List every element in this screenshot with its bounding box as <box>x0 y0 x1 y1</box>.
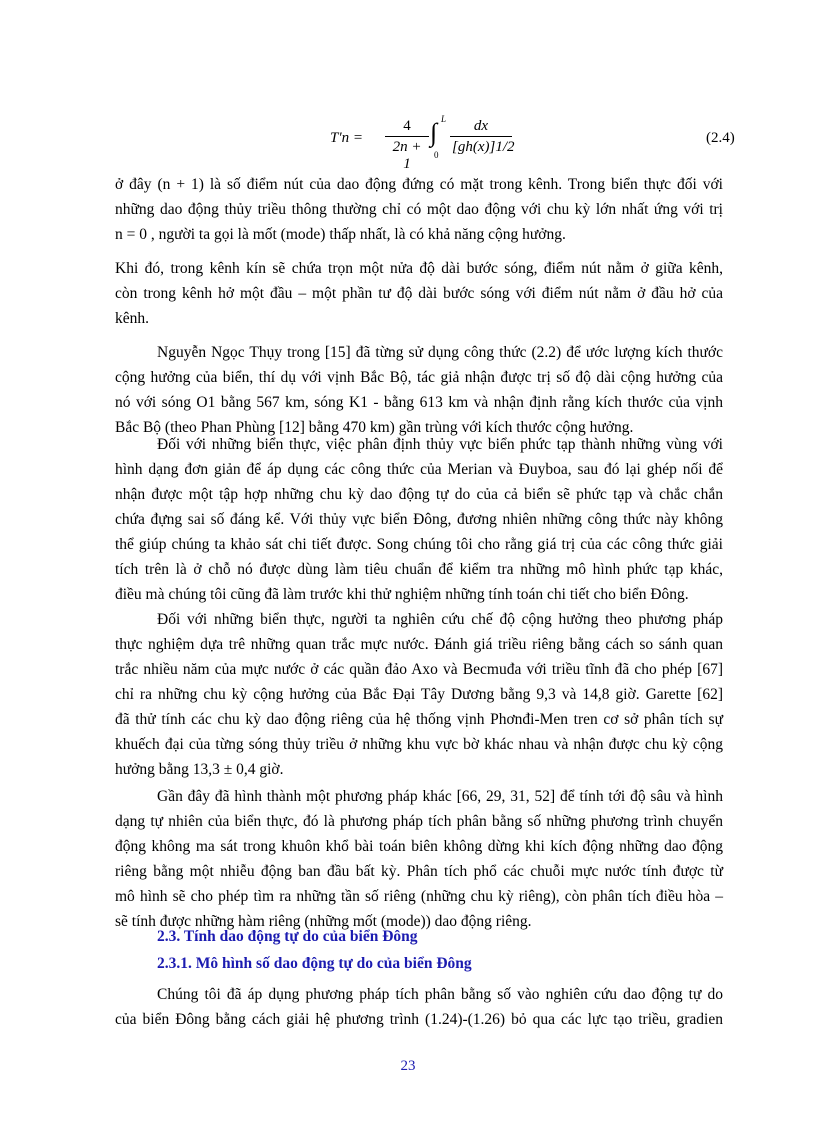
text-line: kênh. <box>115 310 150 327</box>
text-line: chỉ ra những chu kỳ cộng hưởng của Bắc Đại Tây Dương bằng 9,3 và 14,8 giờ. Garette [62] <box>115 686 723 703</box>
text-line: Bắc Bộ (theo Phan Phùng [12] bằng 470 km) gần trùng với kích thước cộng hưởng. <box>115 419 634 436</box>
paragraph-2 <box>115 256 723 331</box>
fraction-numerator: dx <box>473 118 489 134</box>
text-line: ở đây (n + 1) là số điểm nút của dao động đứng có mặt trong kênh. Trong biển thực đối với <box>115 176 723 193</box>
text-line: hình dạng đơn giản để áp dụng các công thức của Merian và Đuyboa, sau đó lại ghép nối để <box>115 461 723 478</box>
text-line: Đối với những biển thực, người ta nghiên cứu chế độ cộng hưởng theo phương pháp <box>157 611 723 628</box>
fraction-integrand <box>450 118 515 156</box>
text-line: Đối với những biển thực, việc phân định thủy vực biển phức tạp thành những vùng với <box>157 436 723 453</box>
paragraph-6 <box>115 784 723 934</box>
text-line: nó với sóng O1 bằng 567 km, sóng K1 - bằng 613 km và nhận định rằng kích thước của vịnh <box>115 394 723 411</box>
text-line: Gần đây đã hình thành một phương pháp khác [66, 29, 31, 52] để tính tới độ sâu và hình <box>157 788 723 805</box>
text-line: thực nghiệm dựa trê những quan trắc mực nước. Đánh giá triều riêng bằng cách so sánh quan <box>115 636 723 653</box>
text-line: dạng tự nhiên của biển thực, đó là phương pháp tích phân bằng số những phương trình chuyển <box>115 813 723 830</box>
integral-upper-limit: L <box>441 114 447 124</box>
section-heading-2-3: 2.3. Tính dao động tự do của biển Đông <box>157 928 418 945</box>
fraction-denominator: [gh(x)]1/2 <box>452 139 515 155</box>
text-line: những dao động thủy triều thông thường chỉ có một dao động với chu kỳ lớn nhất ứng với trị <box>115 201 723 218</box>
paragraph-3 <box>115 340 723 440</box>
text-line: Nguyễn Ngọc Thụy trong [15] đã từng sử dụng công thức (2.2) để ước lượng kích thước <box>157 344 723 361</box>
fraction-bar <box>450 136 512 137</box>
page-number: 23 <box>400 1058 416 1074</box>
text-line: điều mà chúng tôi cũng đã làm trước khi thử nghiệm những tính toán chi tiết cho biển Đông. <box>115 586 689 603</box>
paragraph-1 <box>115 172 723 247</box>
integral-sign-icon: ∫ <box>430 118 438 147</box>
text-line: đã thử tính các chu kỳ dao động riêng của hệ thống vịnh Phơnđi-Men tren cơ sở phân tích sự <box>115 711 723 728</box>
text-line: chứa đựng sai số đáng kể. Với thủy vực biển Đông, đương nhiên những công thức này không <box>115 511 723 528</box>
text-line: nhận được một tập hợp những chu kỳ dao động tự do của cả biển sẽ phức tạp và chắc chắn <box>115 486 723 503</box>
integral-lower-limit: 0 <box>434 150 439 160</box>
fraction-bar <box>385 136 429 137</box>
paragraph-7 <box>115 982 723 1032</box>
fraction-denominator: 2n + 1 <box>392 139 422 172</box>
text-line: thể giúp chúng ta khảo sát chi tiết được. Song chúng tôi cho rằng giá trị của các công thức giải <box>115 536 723 553</box>
fraction-4-over-2n1 <box>385 118 429 173</box>
paragraph-5 <box>115 607 723 782</box>
section-heading-2-3-1: 2.3.1. Mô hình số dao động tự do của biển Đông <box>157 955 472 972</box>
text-line: khuếch đại của từng sóng thủy triều ở những khu vực bờ khác nhau và nhận được chu kỳ cộng <box>115 736 723 753</box>
equation-number: (2.4) <box>706 130 735 146</box>
text-line: động không ma sát trong khuôn khổ bài toán biên không dừng khi kích động những dao động <box>115 838 723 855</box>
text-line: tích trên là ở chỗ nó được dùng làm tiêu chuẩn để kiểm tra những mô hình phức tạp khác, <box>115 561 723 578</box>
equation-lhs: T′n = <box>330 130 363 146</box>
text-line: Chúng tôi đã áp dụng phương pháp tích phân bằng số vào nghiên cứu dao động tự do <box>157 986 723 1003</box>
text-line: sẽ tính được những hàm riêng (những mốt (mode)) dao động riêng. <box>115 913 532 930</box>
text-line: Khi đó, trong kênh kín sẽ chứa trọn một nửa độ dài bước sóng, điểm nút nằm ở giữa kênh, <box>115 260 723 277</box>
fraction-numerator: 4 <box>403 118 411 134</box>
text-line: trắc nhiều năm của mực nước ở các quần đảo Axo và Becmuđa với triều tĩnh đã cho phép [67] <box>115 661 723 678</box>
text-line: cộng hưởng của biển, thí dụ với vịnh Bắc Bộ, tác giả nhận được trị số độ dài cộng hưởng của <box>115 369 723 386</box>
text-line: mô hình sẽ cho phép tìm ra những tần số riêng (những chu kỳ riêng), còn phân tích điều hòa – <box>115 888 723 905</box>
paragraph-4 <box>115 432 723 607</box>
text-line: hưởng bằng 13,3 ± 0,4 giờ. <box>115 761 284 778</box>
text-line: còn trong kênh hở một đầu – một phần tư độ dài bước sóng với điểm nút nằm ở đầu hở của <box>115 285 723 302</box>
text-line: n = 0 , người ta gọi là mốt (mode) thấp nhất, là có khả năng cộng hưởng. <box>115 226 566 243</box>
text-line: của biển Đông bằng cách giải hệ phương trình (1.24)-(1.26) bỏ qua các lực tạo triều, gradien <box>115 1011 723 1028</box>
text-line: riêng bằng một nhiễu động ban đầu bất kỳ. Phân tích phổ các chuỗi mực nước tính được từ <box>115 863 723 880</box>
